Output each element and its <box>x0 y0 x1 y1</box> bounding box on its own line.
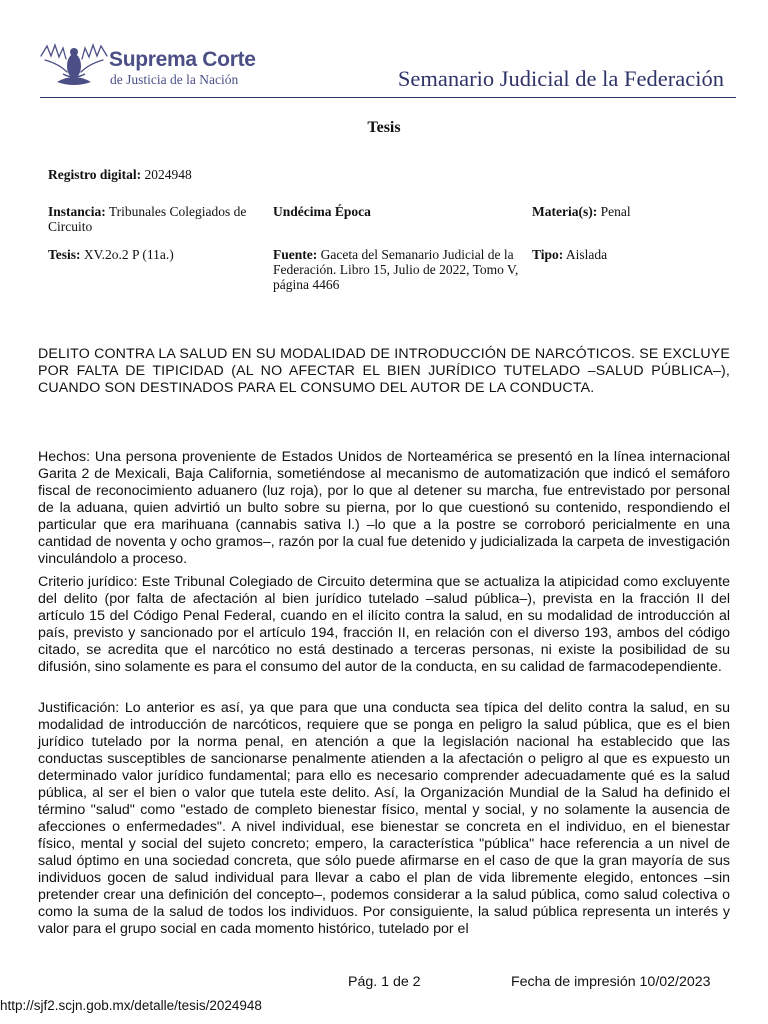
tesis-value: XV.2o.2 P (11a.) <box>83 247 174 262</box>
tipo-value: Aislada <box>565 247 608 262</box>
instancia-field <box>48 204 263 234</box>
tesis-label: Tesis: <box>48 247 81 262</box>
materia-field <box>532 204 631 219</box>
thesis-title: DELITO CONTRA LA SALUD EN SU MODALIDAD DE INTRODUCCIÓN DE NARCÓTICOS. SE EXCLUYE POR FALTA DE TIPICIDAD (AL NO AFECTAR EL BIEN JURÍDICO TUTELADO –SALUD PÚBLICA–), CUANDO SON DESTINADOS PARA EL CONSUMO DEL AUTOR DE LA CONDUCTA. <box>38 346 730 396</box>
paragraph-criterio: Criterio jurídico: Este Tribunal Colegiado de Circuito determina que se actualiza la atipicidad como excluyente del delito (por falta de afectación al bien jurídico tutelado –salud pública–), prevista en la fracción II del artículo 15 del Código Penal Federal, cuando en el ilícito contra la salud, en su modalidad de introducción al país, previsto y sancionado por el artículo 194, fracción II, en relación con el diverso 193, ambos del código citado, se acredita que el narcótico no está destinado a terceras personas, ni existe la posibilidad de su difusión, sino solamente es para el consumo del autor de la conducta, en su calidad de farmacodependiente. <box>38 574 730 675</box>
logo-title: Suprema Corte <box>109 48 256 71</box>
epoca-value: Undécima Época <box>273 204 371 219</box>
page-number: Pág. 1 de 2 <box>348 974 421 990</box>
publication-title: Semanario Judicial de la Federación <box>397 66 724 91</box>
fuente-value: Gaceta del Semanario Judicial de la Federación. Libro 15, Julio de 2022, Tomo V, página 4466 <box>273 247 519 292</box>
tipo-field <box>532 247 607 262</box>
paragraph-hechos: Hechos: Una persona proveniente de Estados Unidos de Norteamérica se presentó en la línea internacional Garita 2 de Mexicali, Baja California, sometiéndose al mecanismo de automatización que indicó el semáforo fiscal de reconocimiento aduanero (luz roja), por lo que al detener su marcha, fue entrevistado por personal de la aduana, quien advirtió un bulto sobre su pierna, por lo que cuestionó su contenido, respondiendo el particular que era marihuana (cannabis sativa l.) –lo que a la postre se corroboró pericialmente en una cantidad de noventa y ocho gramos–, razón por la cual fue detenido y judicializada la carpeta de investigación vinculándolo a proceso. <box>38 449 730 567</box>
tipo-label: Tipo: <box>532 247 564 262</box>
eagle-emblem-icon <box>37 42 111 88</box>
materia-value: Penal <box>600 204 631 219</box>
materia-label: Materia(s): <box>532 204 598 219</box>
tesis-field <box>48 247 174 262</box>
epoca-field <box>273 204 371 219</box>
print-date: Fecha de impresión 10/02/2023 <box>511 974 711 990</box>
registro-field <box>48 167 192 182</box>
header-divider <box>40 97 736 98</box>
instancia-label: Instancia: <box>48 204 106 219</box>
scjn-logo <box>37 42 262 90</box>
fuente-label: Fuente: <box>273 247 318 262</box>
doc-heading: Tesis <box>367 119 401 136</box>
registro-value: 2024948 <box>144 167 192 182</box>
source-url: http://sjf2.scjn.gob.mx/detalle/tesis/2024948 <box>0 998 262 1013</box>
registro-label: Registro digital: <box>48 167 142 182</box>
logo-subtitle: de Justicia de la Nación <box>110 72 239 87</box>
instancia-value: Tribunales Colegiados de Circuito <box>48 204 247 234</box>
paragraph-justificacion: Justificación: Lo anterior es así, ya que para que una conducta sea típica del delito contra la salud, en su modalidad de introducción de narcóticos, requiere que se ponga en peligro la salud pública, que es el bien jurídico tutelado por la norma penal, en atención a que la legislación nacional ha establecido que las conductas susceptibles de sancionarse penalmente atienden a la afectación o peligro al que es expuesto un determinado valor jurídico fundamental; para ello es necesario comprender adecuadamente qué es la salud pública, al ser el bien o valor que tutela este delito. Así, la Organización Mundial de la Salud ha definido el término "salud" como "estado de completo bienestar físico, mental y social, y no solamente la ausencia de afecciones o enfermedades". A nivel individual, ese bienestar se concreta en el individuo, en el bienestar físico, mental y social del sujeto concreto; empero, la característica "pública" hace referencia a un nivel de salud óptimo en una sociedad concreta, que sólo puede afirmarse en el caso de que la gran mayoría de sus individuos gocen de salud individual para llevar a cabo el plan de vida libremente elegido, entonces –sin pretender crear una definición del concepto–, podemos considerar a la salud pública, como salud colectiva o como la suma de la salud de todos los individuos. Por consiguiente, la salud pública representa un interés y valor para el grupo social en cada momento histórico, tutelado por el <box>38 700 730 937</box>
fuente-field <box>273 247 523 292</box>
